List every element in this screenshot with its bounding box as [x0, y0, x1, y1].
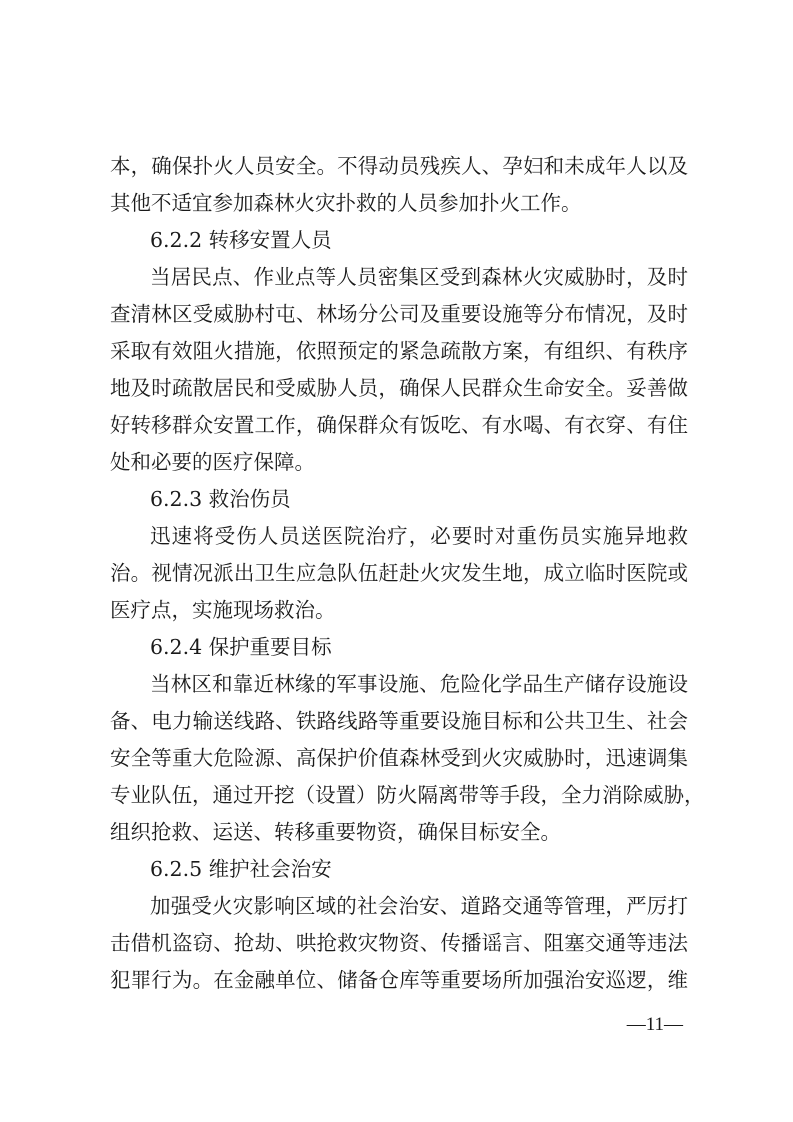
body-line: 本，确保扑火人员安全。不得动员残疾人、孕妇和未成年人以及 [110, 154, 688, 178]
body-line: 处和必要的医疗保障。 [110, 450, 315, 474]
section-heading-6-2-3: 6.2.3 救治伤员 [150, 487, 291, 511]
body-line: 安全等重大危险源、高保护价值森林受到火灾威胁时，迅速调集 [110, 746, 688, 770]
body-line: 加强受火灾影响区域的社会治安、道路交通等管理，严厉打 [150, 894, 688, 918]
body-line: 地及时疏散居民和受威胁人员，确保人民群众生命安全。妥善做 [110, 376, 688, 400]
body-line: 备、电力输送线路、铁路线路等重要设施目标和公共卫生、社会 [110, 709, 688, 733]
section-heading-6-2-5: 6.2.5 维护社会治安 [150, 857, 332, 881]
body-line: 当居民点、作业点等人员密集区受到森林火灾威胁时，及时 [150, 265, 688, 289]
body-line: 治。视情况派出卫生应急队伍赶赴火灾发生地，成立临时医院或 [110, 561, 688, 585]
body-line: 其他不适宜参加森林火灾扑救的人员参加扑火工作。 [110, 191, 582, 215]
body-line: 好转移群众安置工作，确保群众有饭吃、有水喝、有衣穿、有住 [110, 413, 688, 437]
page-number: —11— [626, 1014, 683, 1035]
body-line: 采取有效阻火措施，依照预定的紧急疏散方案，有组织、有秩序 [110, 339, 688, 363]
body-line: 击借机盗窃、抢劫、哄抢救灾物资、传播谣言、阻塞交通等违法 [110, 931, 688, 955]
body-line: 组织抢救、运送、转移重要物资，确保目标安全。 [110, 820, 561, 844]
body-line: 查清林区受威胁村屯、林场分公司及重要设施等分布情况，及时 [110, 302, 688, 326]
body-line: 当林区和靠近林缘的军事设施、危险化学品生产储存设施设 [150, 672, 688, 696]
body-line: 医疗点，实施现场救治。 [110, 598, 336, 622]
body-line: 迅速将受伤人员送医院治疗，必要时对重伤员实施异地救 [150, 524, 688, 548]
section-heading-6-2-2: 6.2.2 转移安置人员 [150, 228, 332, 252]
body-line: 专业队伍，通过开挖（设置）防火隔离带等手段，全力消除威胁， [110, 783, 705, 807]
section-heading-6-2-4: 6.2.4 保护重要目标 [150, 635, 332, 659]
body-line: 犯罪行为。在金融单位、储备仓库等重要场所加强治安巡逻，维 [110, 968, 688, 992]
